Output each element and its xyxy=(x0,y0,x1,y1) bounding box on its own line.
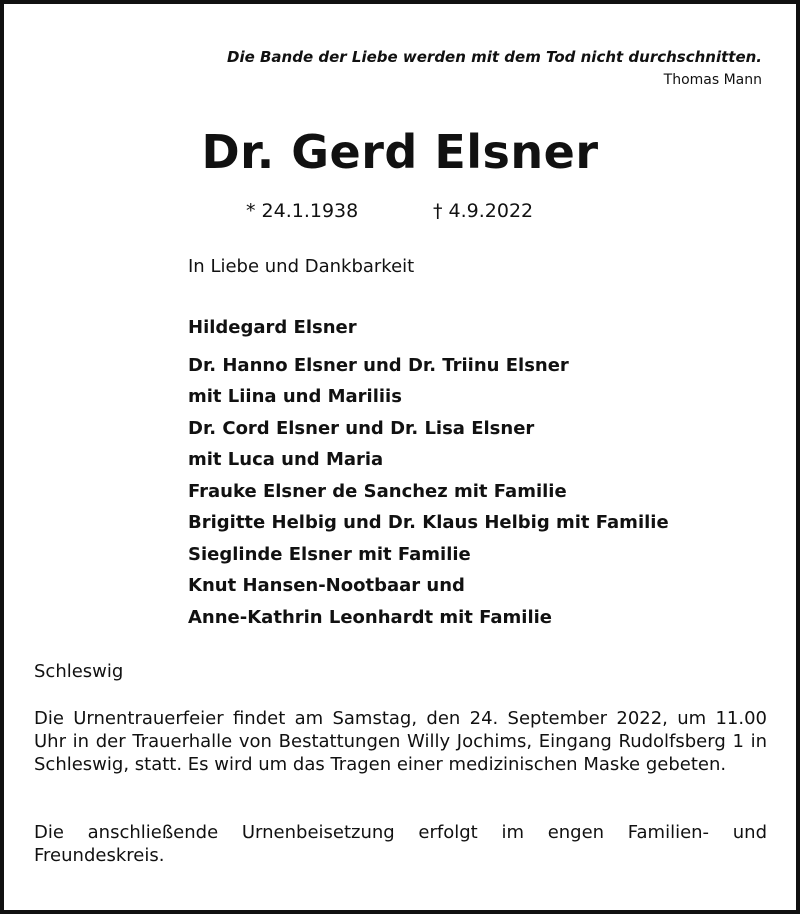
ceremony-paragraph: Die Urnentrauerfeier findet am Samstag, den 24. September 2022, um 11.00 Uhr in der Trauerhalle von Bestattungen Willy Jochims, Eingang Rudolfsberg 1 in Schleswig, statt. Es wird um das Tragen einer medizinischen Maske gebeten. xyxy=(34,708,767,775)
mourner-line: Dr. Hanno Elsner und Dr. Triinu Elsner xyxy=(188,354,569,376)
quote-text: Die Bande der Liebe werden mit dem Tod nicht durchschnitten. xyxy=(227,48,762,66)
mourner-line: Brigitte Helbig und Dr. Klaus Helbig mit Familie xyxy=(188,512,669,533)
mourners-list xyxy=(188,312,669,633)
quote-author: Thomas Mann xyxy=(663,72,762,88)
deceased-name: Dr. Gerd Elsner xyxy=(201,125,599,179)
mourner-line: Knut Hansen-Nootbaar und xyxy=(188,575,465,596)
quote-block xyxy=(227,46,762,92)
mourner-line: Sieglinde Elsner mit Familie xyxy=(188,543,471,565)
death-date: † 4.9.2022 xyxy=(433,200,534,222)
burial-paragraph: Die anschließende Urnenbeisetzung erfolgt im engen Familien- und Freundeskreis. xyxy=(34,822,767,866)
mourner-line: Anne-Kathrin Leonhardt mit Familie xyxy=(188,606,552,628)
dedication-text: In Liebe und Dankbarkeit xyxy=(188,256,415,277)
place-name: Schleswig xyxy=(34,661,124,682)
birth-date: * 24.1.1938 xyxy=(246,200,359,222)
mourner-line: Frauke Elsner de Sanchez mit Familie xyxy=(188,480,567,502)
mourner-line: Hildegard Elsner xyxy=(188,317,357,338)
mourner-line: mit Liina und Mariliis xyxy=(188,386,402,407)
mourner-line: Dr. Cord Elsner und Dr. Lisa Elsner xyxy=(188,417,535,439)
mourner-line: mit Luca und Maria xyxy=(188,449,384,470)
